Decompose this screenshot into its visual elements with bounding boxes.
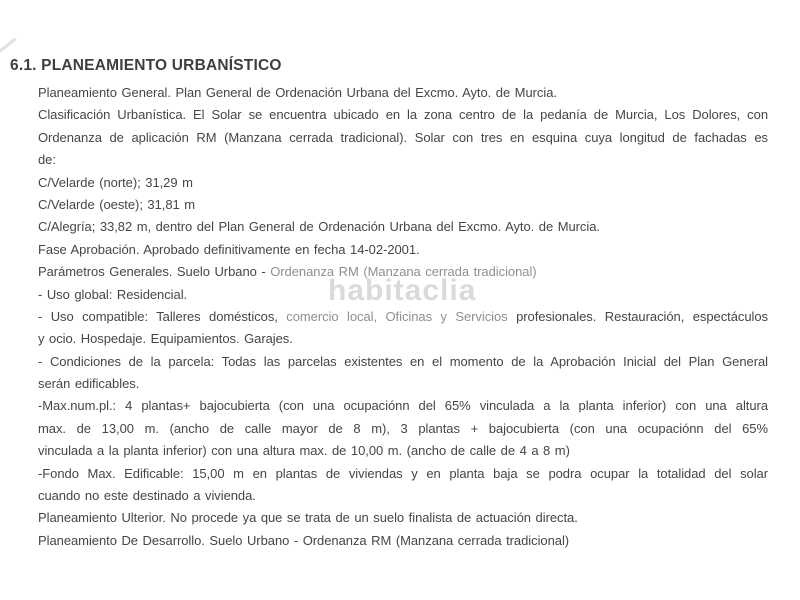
text-segment: max. de 13,00 m. (ancho de calle mayor de 8 m), 3 plantas + bajocubierta (con una ocupaciónn del 65%	[38, 420, 768, 436]
scan-smudge-top-left	[0, 38, 17, 54]
document-line	[38, 216, 768, 238]
text-segment: Clasificación Urbanística. El Solar se encuentra ubicado en la zona centro de la pedanía de Murcia, Los Dolores, con	[38, 107, 768, 123]
document-line	[38, 463, 768, 485]
text-segment: serán edificables.	[38, 376, 140, 392]
text-segment: - Uso global: Residencial.	[38, 286, 188, 302]
watermark-text: habitaclia	[328, 274, 477, 307]
text-segment-faded: Ordenanza RM (Manzana cerrada tradicional)	[270, 264, 537, 280]
document-line	[38, 440, 768, 462]
text-segment: cuando no este destinado a vivienda.	[38, 488, 256, 504]
document-line	[38, 507, 768, 529]
text-segment: -Fondo Max. Edificable: 15,00 m en plantas de viviendas y en planta baja se podra ocupar la totalidad del solar	[38, 465, 768, 481]
text-segment: C/Velarde (norte); 31,29 m	[38, 174, 193, 190]
document-line	[38, 351, 768, 373]
document-lines	[38, 82, 768, 552]
document-line	[38, 194, 768, 216]
document-line	[38, 82, 768, 104]
document-line	[38, 239, 768, 261]
document-line	[38, 127, 768, 149]
text-segment-faded: comercio local, Oficinas y Servicios	[286, 308, 508, 324]
text-segment: vinculada a la planta inferior) con una altura max. de 10,00 m. (ancho de calle de 4 a 8 m)	[38, 443, 570, 459]
document-line	[38, 261, 768, 283]
text-segment: de:	[38, 152, 56, 168]
document-line	[38, 104, 768, 126]
document-line	[38, 418, 768, 440]
text-segment: Ordenanza de aplicación RM (Manzana cerrada tradicional). Solar con tres en esquina cuya longitud de fachadas es	[38, 129, 768, 145]
document-line	[38, 306, 768, 328]
text-segment: Fase Aprobación. Aprobado definitivamente en fecha 14-02-2001.	[38, 241, 420, 257]
text-segment: -Max.num.pl.: 4 plantas+ bajocubierta (con una ocupaciónn del 65% vinculada a la planta inferior) con una altura	[38, 398, 768, 414]
text-segment: Planeamiento General. Plan General de Ordenación Urbana del Excmo. Ayto. de Murcia.	[38, 85, 557, 100]
document-line	[38, 284, 768, 306]
document-line	[38, 395, 768, 417]
text-segment: Parámetros Generales. Suelo Urbano -	[38, 264, 271, 280]
text-segment: Planeamiento De Desarrollo. Suelo Urbano - Ordenanza RM (Manzana cerrada tradicional)	[38, 532, 570, 548]
document-line	[38, 172, 768, 194]
document-line	[38, 328, 768, 350]
text-segment: Planeamiento Ulterior. No procede ya que se trata de un suelo finalista de actuación directa.	[38, 510, 578, 526]
document-line	[38, 373, 768, 395]
document-line	[38, 530, 768, 552]
section-heading: 6.1. PLANEAMIENTO URBANÍSTICO	[10, 57, 282, 74]
text-segment: - Uso compatible: Talleres domésticos,	[38, 308, 287, 324]
text-segment: y ocio. Hospedaje. Equipamientos. Garajes.	[38, 331, 293, 347]
text-segment: profesionales. Restauración, espectáculos	[507, 308, 768, 324]
text-segment: C/Alegría; 33,82 m, dentro del Plan General de Ordenación Urbana del Excmo. Ayto. de Murcia.	[38, 219, 600, 235]
text-segment: C/Velarde (oeste); 31,81 m	[38, 196, 196, 212]
document-line	[38, 485, 768, 507]
document-body	[10, 54, 778, 552]
text-segment: - Condiciones de la parcela: Todas las parcelas existentes en el momento de la Aprobación Inicial del Plan General	[38, 353, 768, 369]
document-line	[38, 149, 768, 171]
